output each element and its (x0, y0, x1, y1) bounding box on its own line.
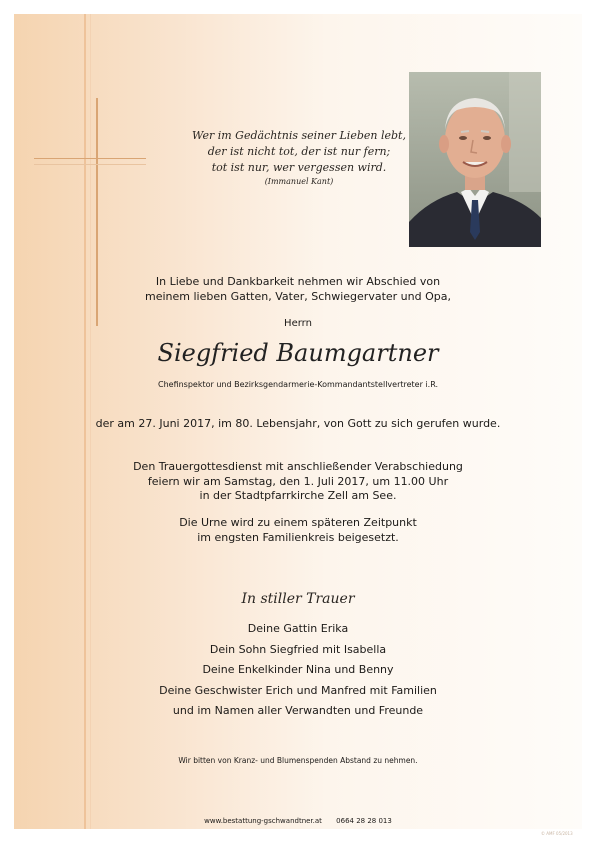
donation-note: Wir bitten von Kranz- und Blumenspenden Abstand zu nehmen. (178, 756, 418, 765)
quote-line: der ist nicht tot, der ist nur fern; (207, 145, 391, 158)
service-info (14, 460, 582, 504)
deceased-title: Chefinspektor und Bezirksgendarmerie-Kommandantstellvertreter i.R. (157, 380, 439, 389)
cross-icon-horizontal (34, 164, 146, 165)
salutation: Herrn (284, 318, 312, 329)
portrait-photo-image (409, 72, 541, 247)
mourner-item: Dein Sohn Siegfried mit Isabella (209, 642, 387, 656)
quote-line: tot ist nur, wer vergessen wird. (211, 161, 387, 174)
deceased-name: Siegfried Baumgartner (157, 339, 439, 367)
footer-phone: 0664 28 28 013 (336, 817, 392, 825)
mourning-heading: In stiller Trauer (241, 591, 355, 607)
footer-website-link[interactable]: www.bestattung-gschwandtner.at (204, 817, 322, 825)
urn-line: Die Urne wird zu einem späteren Zeitpunkt (179, 516, 417, 529)
mourner-item: Deine Gattin Erika (247, 622, 349, 635)
service-line: Den Trauergottesdienst mit anschließender Verabschiedung (133, 460, 463, 473)
copyright-mark: © AMF 05/2013 (541, 831, 573, 836)
quote-line: Wer im Gedächtnis seiner Lieben lebt, (192, 129, 406, 142)
intro-line: meinem lieben Gatten, Vater, Schwiegervater und Opa, (145, 290, 451, 303)
memorial-quote (174, 128, 424, 188)
mourners-list (14, 619, 582, 722)
urn-line: im engsten Familienkreis beigesetzt. (197, 530, 399, 544)
intro-line: In Liebe und Dankbarkeit nehmen wir Abschied von (155, 275, 441, 288)
service-line: in der Stadtpfarrkirche Zell am See. (199, 489, 397, 502)
service-line: feiern wir am Samstag, den 1. Juli 2017, um 11.00 Uhr (147, 474, 449, 488)
portrait-photo (409, 72, 541, 247)
cross-icon-horizontal (34, 158, 146, 159)
urn-info (14, 516, 582, 545)
obituary-card (14, 14, 582, 836)
mourner-item: Deine Geschwister Erich und Manfred mit Familien (159, 683, 437, 697)
quote-author: (Immanuel Kant) (264, 177, 334, 186)
mourner-item: Deine Enkelkinder Nina und Benny (202, 663, 394, 676)
footer-contact (14, 817, 582, 825)
intro-text (14, 274, 582, 304)
mourner-item: und im Namen aller Verwandten und Freunde (172, 704, 424, 717)
death-notice: der am 27. Juni 2017, im 80. Lebensjahr, von Gott zu sich gerufen wurde. (95, 417, 501, 430)
